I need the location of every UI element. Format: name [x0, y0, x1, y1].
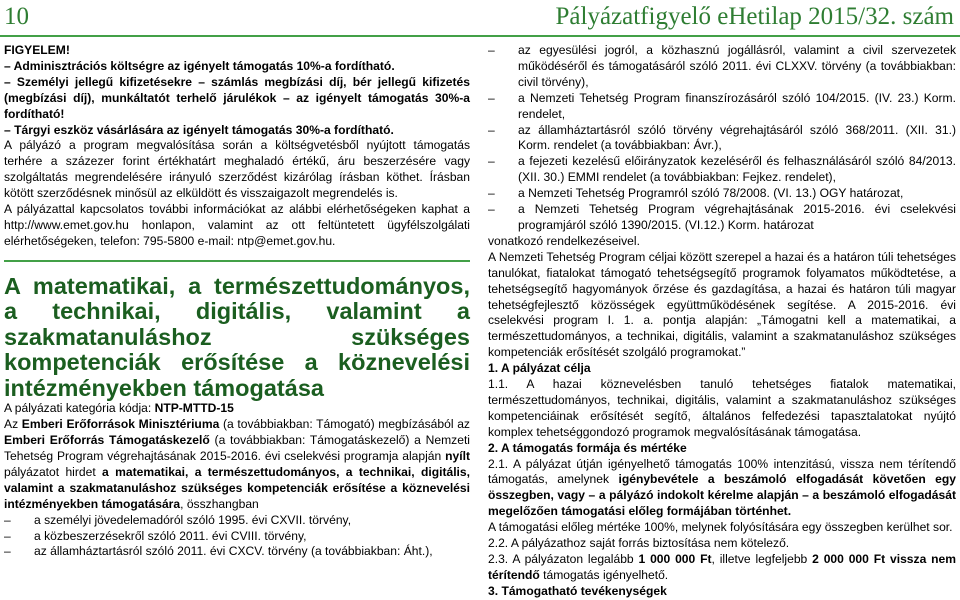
category-code-line	[4, 401, 470, 417]
law-text: az államháztartásról szóló törvény végrehajtásáról szóló 368/2011. (XII. 31.) Korm. rendelet (a továbbiakban: Ávr.),	[518, 122, 956, 153]
amount-min: 1 000 000 Ft	[638, 552, 712, 566]
paragraph: vonatkozó rendelkezéseivel.	[488, 233, 640, 248]
law-text: a személyi jövedelemadóról szóló 1995. évi CXVII. törvény,	[34, 512, 352, 527]
law-item	[4, 544, 470, 560]
notice-item: – Adminisztrációs költségre az igényelt támogatás 10%-a fordítható.	[4, 58, 395, 73]
law-text: a Nemzeti Tehetség Program végrehajtásának 2015-2016. évi cselekvési programjáról szóló 1390/2015. (VI.12.) Korm. határozat	[518, 202, 956, 232]
text: nyílt	[445, 449, 470, 463]
law-item	[488, 43, 956, 91]
notice-heading: FIGYELEM!	[4, 43, 70, 57]
text: igénybevétele a beszámoló elfogadását követően egy összegben, vagy – a pályázó indokolt kérelme alapján – a beszámoló elfogadását megelőzően támogatási előleg formájában történhet.	[488, 472, 956, 519]
law-item	[488, 154, 956, 186]
law-item	[488, 91, 956, 123]
paragraph	[488, 552, 956, 584]
law-item	[4, 529, 470, 545]
paragraph: A támogatási előleg mértéke 100%, melynek folyósítására egy összegben kerülhet sor.	[488, 520, 953, 535]
text: támogatás igényelhető.	[539, 567, 669, 582]
law-item	[488, 186, 956, 202]
publication-title: Pályázatfigyelő eHetilap 2015/32. szám	[555, 3, 954, 30]
paragraph: A pályázattal kapcsolatos további információkat az alábbi elérhetőségeken kaphat a http://www.emet.gov.hu honlapon, valamint az ott feltüntetett ügyfélszolgálati elérhetőségeken, telefon: 795-5800 e-mail: ntp@emet.gov.hu.	[4, 202, 470, 248]
page-number: 10	[4, 3, 29, 30]
dash: –	[4, 544, 11, 559]
dash: –	[4, 512, 11, 527]
intro-paragraph	[4, 417, 470, 512]
dash: –	[488, 154, 495, 169]
text: , illetve legfeljebb	[711, 552, 813, 566]
section-heading: 3. Támogatható tevékenységek	[488, 583, 667, 598]
ministry-name: Emberi Erőforrások Minisztériuma	[21, 417, 220, 432]
paragraph: A pályázó a program megvalósítása során a költségvetésből nyújtott támogatás terhére a százezer forint értékhatárt meghaladó értékű, áru beszerzésére vagy szolgáltatás megrendelésére irányuló szerződést kizárólag írásban köthet. Írásban kötött szerződésnek minősül az elküldött és visszaigazolt megrendelés is.	[4, 138, 470, 201]
text: pályázatot hirdet	[4, 464, 103, 479]
section-divider	[4, 260, 470, 262]
law-text: a közbeszerzésekről szóló 2011. évi CVIII. törvény,	[34, 528, 307, 543]
notice-item: – Tárgyi eszköz vásárlására az igényelt támogatás 30%-a fordítható.	[4, 122, 394, 137]
section-heading: 1. A pályázat célja	[488, 361, 591, 376]
paragraph	[488, 457, 956, 521]
header-rule	[0, 35, 960, 37]
dash: –	[488, 43, 495, 57]
text: , összhangban	[180, 496, 259, 511]
text: a matematikai, a természettudományos, a technikai, digitális, valamint a szakmatanuláshoz szükséges kompetenciák erősítése a köznevelési intézményekben támogatására	[4, 464, 471, 511]
section-title: A matematikai, a természettudományos, a technikai, digitális, valamint a szakmatanuláshoz szükséges kompetenciák erősítése a köznevelési intézményekben támogatása	[4, 272, 470, 401]
law-text: a fejezeti kezelésű előirányzatok kezeléséről és felhasználásáról szóló 84/2013. (XII. 30.) EMMI rendelet (a továbbiakban: Fejkez. rendelet),	[518, 154, 956, 185]
text: Az	[4, 417, 22, 432]
law-text: az egyesülési jogról, a közhasznú jogállásról, valamint a civil szervezetek működéséről és támogatásáról szóló 2011. évi CLXXV. törvény (a továbbiakban: civil törvény),	[518, 43, 956, 89]
left-column	[4, 43, 470, 560]
notice-item: – Személyi jellegű kifizetésekre – számlás megbízási díj, bér jellegű kifizetés (megbízási díj), munkáltatót terhelő járulékok – az igényelt támogatás 30%-a fordítható!	[4, 74, 470, 121]
text: (a továbbiakban: Támogatáskezelő) a Nemzeti Tehetség Program végrehajtásának 2015-2016. évi cselekvési programja alapján	[4, 433, 470, 463]
law-item	[4, 513, 470, 529]
page-header	[0, 0, 960, 40]
dash: –	[488, 90, 495, 105]
law-item	[488, 123, 956, 155]
text: (a továbbiakban: Támogató) megbízásából az	[219, 417, 470, 432]
law-text: az államháztartásról szóló 2011. évi CXCV. törvény (a továbbiakban: Áht.),	[34, 544, 433, 559]
text: 2.1. A pályázat útján igényelhető támogatás 100% intenzitású, vissza nem térítendő támogatás, amelynek	[488, 456, 956, 487]
law-text: a Nemzeti Tehetség Program finanszírozásáról szóló 104/2015. (IV. 23.) Korm. rendelet,	[518, 90, 956, 121]
text: 2.3. A pályázaton legalább	[488, 552, 639, 566]
paragraph: A Nemzeti Tehetség Program céljai között szerepel a hazai és a határon túli tehetséges tanulókat, fiatalokat támogató tehetségsegítő programok folyamatos működtetése, a tehetségsegítő hagyományok őrzése és gazdagítása, a hazai és határon túli magyar tehetségfejlesztő közösségek együttműködésének segítése. A 2015-2016. évi cselekvési program I. 1. a. pontja alapján: „Támogatni kell a matematikai, a természettudományos, a technikai, digitális, valamint a szakmatanuláshoz szükséges kompetenciák erősítését szolgáló programokat.”	[488, 249, 956, 360]
dash: –	[488, 202, 495, 217]
right-column	[488, 43, 956, 600]
agency-name: Emberi Erőforrás Támogatáskezelő	[4, 433, 210, 448]
category-code-label: A pályázati kategória kódja:	[4, 401, 155, 416]
law-text: a Nemzeti Tehetség Programról szóló 78/2008. (VI. 13.) OGY határozat,	[518, 186, 904, 201]
amount-max: 2 000 000 Ft vissza nem térítendő	[488, 552, 957, 582]
paragraph: 2.2. A pályázathoz saját forrás biztosítása nem kötelező.	[488, 536, 790, 551]
section-heading: 2. A támogatás formája és mértéke	[488, 440, 687, 455]
category-code: NTP-MTTD-15	[154, 401, 234, 416]
dash: –	[488, 186, 495, 201]
paragraph: 1.1. A hazai köznevelésben tanuló tehetséges fiatalok matematikai, természettudományos, technikai, digitális, valamint a szakmatanuláshoz szükséges kompetenciáinak erősítését segítő, általános felfedezési tapasztalatokat nyújtó komplex tehetséggondozó programok megvalósításának támogatása.	[488, 377, 956, 439]
law-item	[488, 202, 956, 234]
dash: –	[4, 528, 11, 543]
dash: –	[488, 122, 495, 137]
